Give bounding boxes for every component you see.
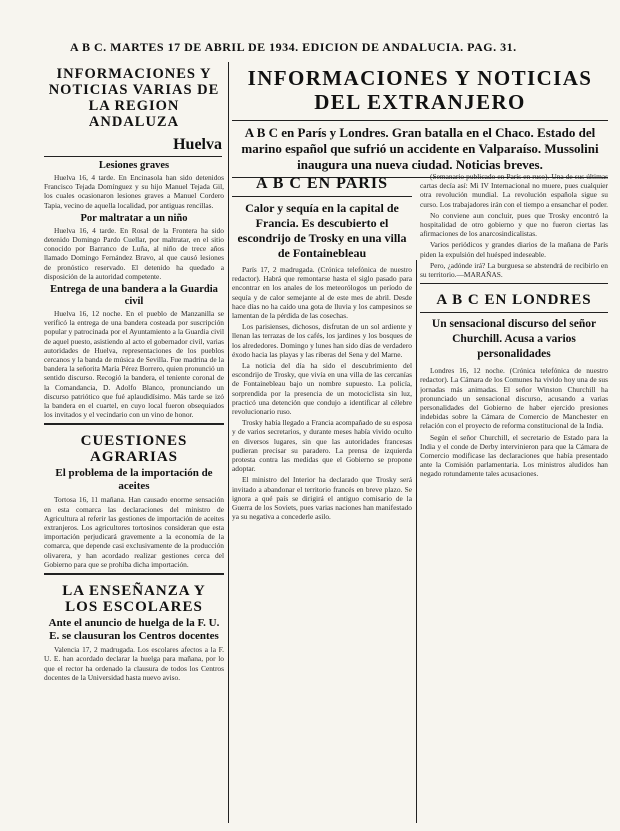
article-body: París 17, 2 madrugada. (Crónica telefónica de nuestro redactor). Habrá que remontarse hasta el siglo pasado para encontrar en los anales de los meteorólogos un período de sequía y de calor semejante al de este mes de abril. Desde hace días no ha caído una gota de lluvia y los campesinos se lamentan de la pérdida de las cosechas. bbox=[232, 265, 412, 321]
section-divider bbox=[232, 196, 412, 197]
section-divider bbox=[420, 283, 608, 284]
section-subheadline: Ante el anuncio de huelga de la F. U. E. se clausuran los Centros docentes bbox=[48, 617, 220, 643]
region-label: Huelva bbox=[44, 136, 222, 157]
article-body: Huelva 16, 12 noche. En el pueblo de Manzanilla se verificó la entrega de una bandera costeada por suscripción popular y patrocinada por el Ayuntamiento a la Guardia civil de aquel puesto, asistiendo al acto el gobernador civil, varias autoridades de Huelva, representaciones de los pueblos cercanos y la banda de música de Sevilla. Fue madrina de la bandera la señorita María Pérez Borrero, quien pronunció un sentido discurso. Recogió la bandera, el teniente coronal de la Comandancia, D. Adolfo Blanco, pronunciando un discurso patriótico que fué aplaudidísimo. Más tarde se izó la bandera en el cuartel, en cuyo local fueron obsequiados los invitados y el vecindario con un vino de honor. bbox=[44, 309, 224, 420]
article-body: Tortosa 16, 11 mañana. Han causado enorme sensación en esta comarca las declaraciones del ministro de Agricultura al referir las gestiones de importación de aceites extranjeros. Los agricultores tortosinos consideran que esta importación perjudicará gravemente a la economía de la comarca, que depende casi exclusivamente de la producción olivarera, y han acordado realizar gestiones cerca del Gobierno para que se prohíba dicha importación. bbox=[44, 495, 224, 569]
article-body: Según el señor Churchill, el secretario de Estado para la India y el conde de Derby intervinieron para que la Cámara de Comercio modificase las declaraciones que había presentado ante la Comisión parlamentaria. Los ministros aludidos han negado rotundamente tales acusaciones. bbox=[420, 432, 608, 479]
page-header: A B C. MARTES 17 DE ABRIL DE 1934. EDICION DE ANDALUCIA. PAG. 31. bbox=[70, 40, 517, 54]
article-body: Huelva 16, 4 tarde. En Encinasola han sido detenidos Francisco Tejada Domínguez y su hijo Manuel Tejada Gil, los cuales ocasionaron lesiones graves a Manuel Cordero Tapia, vecino de aquella localidad, por antiguas rencillas. bbox=[44, 173, 224, 210]
section-subheadline: El problema de la importación de aceites bbox=[55, 467, 213, 493]
article-headline: Lesiones graves bbox=[98, 160, 170, 171]
article-body: Pero, ¿adónde irá? La burguesa se abstendrá de recibirlo en su territorio.—MARAÑAS. bbox=[420, 260, 608, 280]
column-rule bbox=[228, 62, 229, 823]
foreign-news-summary: A B C en París y Londres. Gran batalla en el Chaco. Estado del marino español que sufrió un accidente en Valparaíso. Mussolini inaugura una nueva ciudad. Noticias breves. bbox=[241, 125, 599, 172]
article-body: (Semanario publicado en París en ruso). Una de sus últimas cartas decía así: Mi IV Internacional no muere, pues cualquier otra revolución mundial. La revolución española sigue su curso. Los trabajadores irán con el tiempo a ensanchar el poder. bbox=[420, 172, 608, 209]
article-body: Huelva 16, 4 tarde. En Rosal de la Frontera ha sido detenido Domingo Pardo Cuellar, por maltratar, en el sitio conocido por Barranco de Luña, al niño de trece años llamado Domingo Fernández Bravo, al que causó lesiones de pronóstico reservado. El detenido ha quedado a disposición de la autoridad competente. bbox=[44, 225, 224, 281]
article-body: El ministro del Interior ha declarado que Trosky será invitado a abandonar el territorio francés en breve plazo. Se ignora a qué país se dirigirá el antiguo comisario de la Guerra de los Soviets, pues varias naciones han manifestado ya su negativa a concederle asilo. bbox=[232, 475, 412, 522]
article-body: Los parisienses, dichosos, disfrutan de un sol ardiente y llenan las terrazas de los cafés, los jardines y los bosques de los alrededores. Domingo y lunes han sido días de verdadero éxodo hacia las playas y las riberas del Sena y del Marne. bbox=[232, 322, 412, 359]
article-body: Trosky había llegado a Francia acompañado de su esposa y de varios secretarios, y durante meses había vivido oculto en diversos lugares, sin que las autoridades francesas pudieran precisar su paradero. La prensa de izquierda protesta contra las medidas que el Gobierno se propone adoptar. bbox=[232, 418, 412, 474]
section-divider bbox=[232, 120, 608, 121]
middle-column bbox=[232, 168, 412, 823]
article-body: No conviene aun concluir, pues que Trosky encontró la hospitalidad de otro gobierno y que no fueron ciertas las afirmaciones de los anarcosindicalistas. bbox=[420, 210, 608, 239]
article-body: Londres 16, 12 noche. (Crónica telefónica de nuestro redactor). La Cámara de los Comunes ha vivido hoy una de sus jornadas más animadas. El señor Winston Churchill ha pronunciado un sensacional discurso, acusando a varias personalidades del Gobierno de haber ejercido presiones indebidas sobre la Cámara de Comercio de Manchester en relación con el proyecto de reforma constitucional de la India. bbox=[420, 366, 608, 431]
section-divider bbox=[44, 573, 224, 575]
left-column bbox=[44, 62, 224, 827]
foreign-news-header bbox=[232, 62, 608, 182]
paris-section-headline: A B C EN PARIS bbox=[256, 175, 388, 192]
paris-article-headline: Calor y sequía en la capital de Francia. Es descubierto el escondrijo de Trosky en una villa de Fontainebleau bbox=[237, 201, 407, 260]
section-divider bbox=[44, 423, 224, 425]
right-column bbox=[420, 172, 608, 823]
column-rule bbox=[416, 260, 417, 823]
regional-news-headline: INFORMACIONES Y NOTICIAS VARIAS DE LA REGION ANDALUZA bbox=[48, 66, 220, 130]
london-section-headline: A B C EN LONDRES bbox=[436, 292, 592, 309]
article-body: Varios periódicos y grandes diarios de la mañana de París piden la expulsión del huésped indeseable. bbox=[420, 240, 608, 259]
foreign-news-headline: INFORMACIONES Y NOTICIAS DEL EXTRANJERO bbox=[247, 66, 593, 114]
article-headline: Entrega de una bandera a la Guardia civil bbox=[50, 284, 218, 308]
section-headline: CUESTIONES AGRARIAS bbox=[80, 433, 188, 466]
section-headline: LA ENSEÑANZA Y LOS ESCOLARES bbox=[62, 583, 206, 616]
article-body: Valencia 17, 2 madrugada. Los escolares afectos a la F. U. E. han acordado declarar la huelga para mañana, por lo que el rector ha ordenado la clausura de todos los Centros docentes de la Universidad hasta nuevo aviso. bbox=[44, 645, 224, 682]
article-body: La noticia del día ha sido el descubrimiento del escondrijo de Trosky, que vivía en una villa de las cercanías de Fontainebleau bajo un nombre supuesto. La policía, sorprendida por la presencia de un motociclista sin luz, practicó una detención que condujo a identificar al célebre revolucionario ruso. bbox=[232, 361, 412, 417]
london-article-headline: Un sensacional discurso del señor Churchill. Acusa a varios personalidades bbox=[431, 318, 597, 361]
article-headline: Por maltratar a un niño bbox=[80, 212, 188, 224]
section-divider bbox=[420, 312, 608, 313]
